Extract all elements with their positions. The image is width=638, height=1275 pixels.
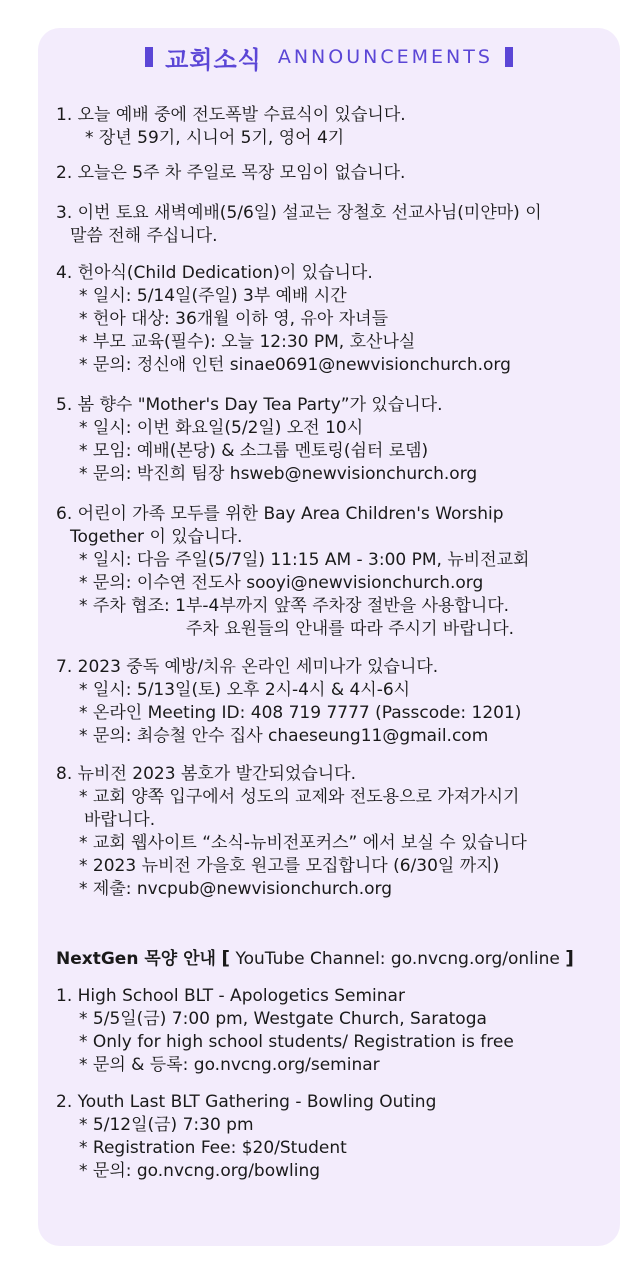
nextgen-line: * Registration Fee: $20/Student	[79, 1138, 347, 1158]
announcement-line: * 주차 협조: 1부-4부까지 앞쪽 주차장 절반을 사용합니다.	[79, 596, 510, 616]
nextgen-line: * 문의: go.nvcng.org/bowling	[79, 1161, 321, 1181]
nextgen-title	[56, 944, 574, 969]
announcements-panel	[38, 28, 620, 1246]
announcement-line: * 일시: 5/14일(주일) 3부 예배 시간	[79, 286, 347, 306]
announcement-line: 4. 헌아식(Child Dedication)이 있습니다.	[56, 263, 373, 283]
nextgen-item-2	[56, 1091, 610, 1183]
nextgen-line: 2. Youth Last BLT Gathering - Bowling Outing	[56, 1092, 437, 1112]
youtube-channel-text: YouTube Channel: go.nvcng.org/online	[235, 949, 560, 969]
announcement-2	[56, 162, 610, 185]
announcement-line: * 제출: nvcpub@newvisionchurch.org	[79, 879, 393, 899]
announcement-line: * 문의: 최승철 안수 집사 chaeseung11@gmail.com	[79, 726, 489, 746]
announcement-line: * 헌아 대상: 36개월 이하 영, 유아 자녀들	[79, 309, 388, 329]
announcement-line: 2. 오늘은 5주 차 주일로 목장 모임이 없습니다.	[56, 163, 406, 183]
nextgen-title-text: NextGen 목양 안내	[56, 949, 216, 969]
announcement-line: 6. 어린이 가족 모두를 위한 Bay Area Children's Worship	[56, 504, 504, 524]
announcement-line: 8. 뉴비전 2023 봄호가 발간되었습니다.	[56, 764, 356, 784]
announcement-line: 바랍니다.	[84, 810, 156, 830]
announcement-line: Together 이 있습니다.	[70, 527, 243, 547]
announcement-line: * 문의: 이수연 전도사 sooyi@newvisionchurch.org	[79, 573, 484, 593]
header-title-en: ANNOUNCEMENTS	[277, 46, 493, 68]
announcement-line: 3. 이번 토요 새벽예배(5/6일) 설교는 장철호 선교사님(미얀마) 이	[56, 203, 542, 223]
announcement-6	[56, 503, 610, 641]
announcement-5	[56, 394, 610, 486]
announcement-line: * 교회 웹사이트 “소식-뉴비전포커스” 에서 보실 수 있습니다	[79, 833, 527, 853]
nextgen-line: 1. High School BLT - Apologetics Seminar	[56, 986, 405, 1006]
announcement-line: * 일시: 이번 화요일(5/2일) 오전 10시	[79, 418, 364, 438]
announcement-7	[56, 656, 610, 748]
announcements-header	[38, 40, 620, 74]
announcement-line: 말씀 전해 주십니다.	[70, 226, 218, 246]
announcement-line: * 온라인 Meeting ID: 408 719 7777 (Passcode: 1201)	[79, 703, 522, 723]
bracket-open: [	[221, 947, 231, 969]
nextgen-line: * 문의 & 등록: go.nvcng.org/seminar	[79, 1055, 380, 1075]
announcement-line: 7. 2023 중독 예방/치유 온라인 세미나가 있습니다.	[56, 657, 439, 677]
bracket-close: ]	[565, 947, 574, 969]
announcement-line: * 문의: 박진희 팀장 hsweb@newvisionchurch.org	[79, 464, 478, 484]
nextgen-line: * Only for high school students/ Registration is free	[79, 1032, 514, 1052]
nextgen-line: * 5/5일(금) 7:00 pm, Westgate Church, Saratoga	[79, 1009, 487, 1029]
announcement-line: * 문의: 정신애 인턴 sinae0691@newvisionchurch.org	[79, 355, 511, 375]
announcement-4	[56, 262, 610, 377]
announcement-line: * 2023 뉴비전 가을호 원고를 모집합니다 (6/30일 까지)	[79, 856, 500, 876]
announcement-line: * 일시: 다음 주일(5/7일) 11:15 AM - 3:00 PM, 뉴비전교회	[79, 550, 530, 570]
announcement-line: 5. 봄 향수 "Mother's Day Tea Party”가 있습니다.	[56, 395, 443, 415]
nextgen-item-1	[56, 985, 610, 1077]
announcement-line: * 모임: 예배(본당) & 소그룹 멘토링(쉼터 로뎀)	[79, 441, 429, 461]
announcement-line: * 부모 교육(필수): 오늘 12:30 PM, 호산나실	[79, 332, 416, 352]
announcement-8	[56, 763, 610, 901]
announcement-1	[56, 104, 610, 150]
announcement-line: * 교회 양쪽 입구에서 성도의 교제와 전도용으로 가져가시기	[79, 787, 520, 807]
announcement-line: 1. 오늘 예배 중에 전도폭발 수료식이 있습니다.	[56, 105, 406, 125]
header-title-ko: 교회소식	[165, 45, 262, 74]
announcement-3	[56, 202, 610, 248]
nextgen-line: * 5/12일(금) 7:30 pm	[79, 1115, 254, 1135]
announcement-line: * 일시: 5/13일(토) 오후 2시-4시 & 4시-6시	[79, 680, 411, 700]
announcement-line: * 장년 59기, 시니어 5기, 영어 4기	[85, 128, 345, 148]
announcement-line: 주차 요원들의 안내를 따라 주시기 바랍니다.	[186, 619, 515, 639]
header-bar-left	[145, 47, 153, 67]
header-bar-right	[505, 47, 513, 67]
